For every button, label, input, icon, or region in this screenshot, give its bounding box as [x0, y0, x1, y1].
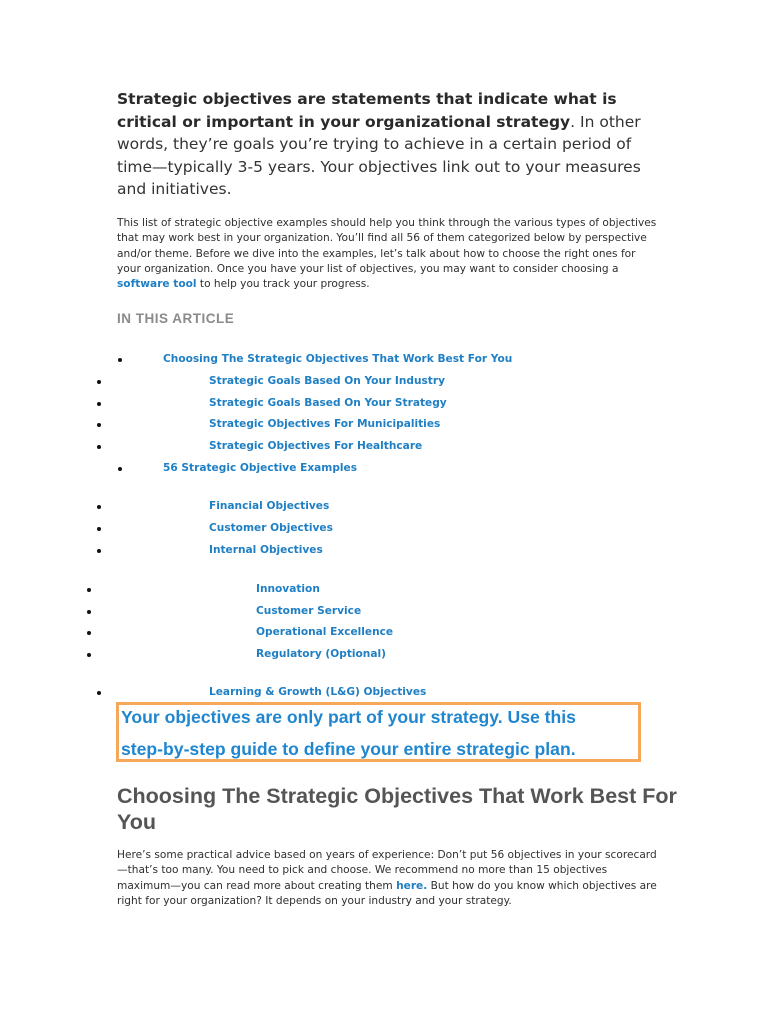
bullet-icon — [97, 380, 101, 384]
list-intro-text-end: to help you track your progress. — [196, 278, 370, 291]
toc-link-customer-service[interactable]: Customer Service — [256, 605, 362, 617]
section-paragraph-text-end: But how do you know which objectives are right for your organization? It depends on your industry and your strategy. — [117, 879, 657, 907]
bullet-icon — [97, 505, 101, 509]
bullet-icon — [118, 358, 122, 362]
toc-link-internal[interactable]: Internal Objectives — [209, 544, 323, 556]
bullet-icon — [87, 631, 91, 635]
section-paragraph — [117, 848, 657, 909]
intro-bold-lead: Strategic objectives are statements that indicate what is critical or important in your organizational strategy — [117, 90, 617, 131]
toc-link-innovation[interactable]: Innovation — [256, 583, 320, 595]
list-intro-text: This list of strategic objective examples should help you think through the various types of objectives that may work best in your organization. You’ll find all 56 of them categorized below by perspective and/or theme. Before we dive into the examples, let’s talk about how to choose the right ones for your organization. Once you have your list of objectives, you may want to consider choosing a — [117, 217, 657, 275]
bullet-icon — [97, 549, 101, 553]
bullet-icon — [87, 653, 91, 657]
toc-link-industry[interactable]: Strategic Goals Based On Your Industry — [209, 375, 446, 387]
software-tool-link[interactable]: software tool — [117, 278, 197, 291]
bullet-icon — [97, 423, 101, 427]
toc-link-strategy[interactable]: Strategic Goals Based On Your Strategy — [209, 397, 447, 409]
bullet-icon — [87, 588, 91, 592]
bullet-icon — [97, 445, 101, 449]
bullet-icon — [87, 610, 91, 614]
bullet-icon — [97, 691, 101, 695]
callout-line-1[interactable]: Your objectives are only part of your strategy. Use this — [121, 707, 576, 727]
here-link[interactable]: here. — [396, 879, 428, 892]
bullet-icon — [97, 527, 101, 531]
toc-link-learning-growth[interactable]: Learning & Growth (L&G) Objectives — [209, 686, 427, 698]
callout-line-2[interactable]: step-by-step guide to define your entire strategic plan. — [121, 739, 576, 759]
section-heading: Choosing The Strategic Objectives That Work Best For You — [117, 784, 677, 834]
section-paragraph-text: Here’s some practical advice based on years of experience: Don’t put 56 objectives in your scorecard—that’s too many. You need to pick and choose. We recommend no more than 15 objectives maximum—you can read more about creating them — [117, 849, 657, 892]
bullet-icon — [97, 402, 101, 406]
toc-link-healthcare[interactable]: Strategic Objectives For Healthcare — [209, 440, 423, 452]
intro-rest: . In other words, they’re goals you’re trying to achieve in a certain period of time—typically 3-5 years. Your objectives link out to your measures and initiatives. — [117, 112, 641, 198]
list-intro-paragraph — [117, 216, 657, 292]
toc-link-municipalities[interactable]: Strategic Objectives For Municipalities — [209, 418, 441, 430]
toc-link-customer[interactable]: Customer Objectives — [209, 522, 333, 534]
toc-link-choosing[interactable]: Choosing The Strategic Objectives That Work Best For You — [163, 353, 513, 365]
bullet-icon — [118, 467, 122, 471]
toc-link-operational-excellence[interactable]: Operational Excellence — [256, 626, 394, 638]
toc-link-regulatory[interactable]: Regulatory (Optional) — [256, 648, 386, 660]
toc-link-56-examples[interactable]: 56 Strategic Objective Examples — [163, 462, 358, 474]
intro-paragraph — [117, 88, 657, 201]
toc-link-financial[interactable]: Financial Objectives — [209, 500, 330, 512]
in-this-article-heading: IN THIS ARTICLE — [117, 311, 235, 326]
